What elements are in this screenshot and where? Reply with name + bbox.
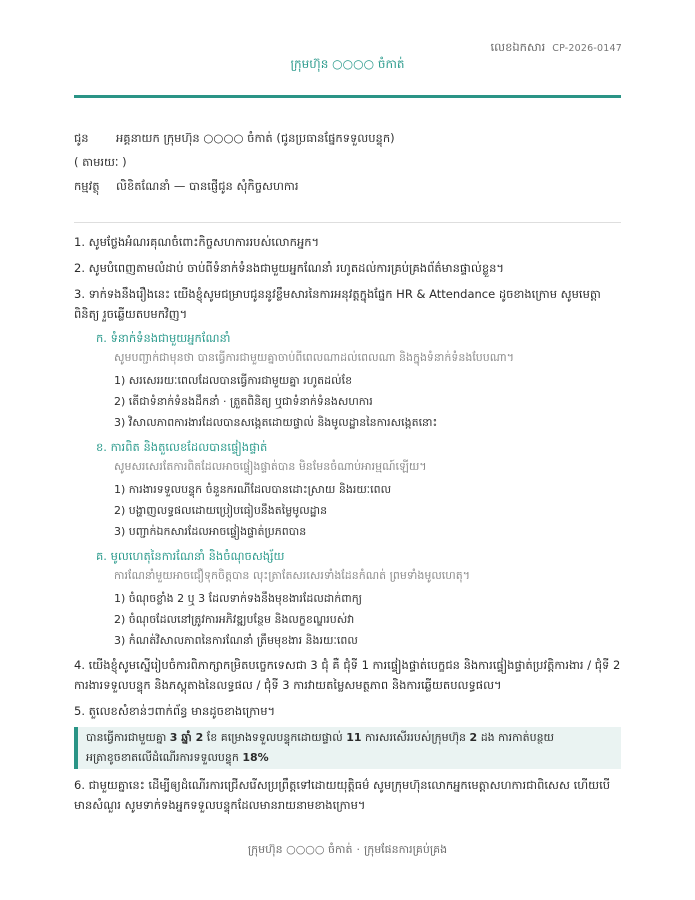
paragraph-1: 1. សូមថ្លែងអំណរគុណចំពោះកិច្ចសហការរបស់លោកអ្នក។: [74, 235, 320, 249]
paragraph-5: 5. តួលេខសំខាន់ៗពាក់ព័ន្ធ មានដូចខាងក្រោម។: [74, 704, 276, 718]
callout-figure: 2: [469, 731, 478, 744]
document-number-label: លេខឯកសារ: [490, 40, 546, 54]
subject-line: [74, 179, 621, 196]
callout-figure: 3 ឆ្នាំ 2: [169, 731, 204, 744]
section-b: [96, 437, 621, 542]
callout-text: ការសរសើររបស់ក្រុមហ៊ុន: [361, 731, 470, 744]
footer-company: ក្រុមហ៊ុន ○○○○ ចំកាត់: [247, 843, 353, 856]
subject-value: លិខិតណែនាំ — បានផ្ញើជូន សុំកិច្ចសហការ: [116, 179, 299, 193]
list-item: 1) ចំណុចខ្លាំង 2 ឬ 3 ដែលទាក់ទងនឹងមុខងារដែលដាក់ពាក្យ: [114, 592, 362, 605]
company-name: ក្រុមហ៊ុន ○○○○ ចំកាត់: [290, 57, 405, 71]
subject-key: កម្មវត្ថុ: [74, 179, 100, 193]
key-figures-callout: [74, 727, 621, 769]
paragraph-3: 3. ទាក់ទងនឹងរឿងនេះ យើងខ្ញុំសូមជម្រាបជូននូវខ្លឹមសារនៃការអនុវត្តក្នុងផ្នែក HR & Attendance ដូចខាងក្រោម សូមមេត្តាពិនិត្យ រួចឆ្លើយតបមកវិញ។: [74, 287, 601, 321]
paragraph-2: 2. សូមបំពេញតាមលំដាប់ ចាប់ពីទំនាក់ទំនងជាមួយអ្នកណែនាំ រហូតដល់ការគ្រប់គ្រងព័ត៌មានផ្ទាល់ខ្លួន។: [74, 261, 504, 275]
section-c: [96, 546, 621, 651]
list-item: 1) ការងារទទួលបន្ទុក ចំនួនករណីដែលបានដោះស្រាយ និងរយៈពេល: [114, 483, 392, 496]
section-title: គ. មូលហេតុនៃការណែនាំ និងចំណុចសង្ស័យ: [96, 549, 285, 563]
list-item: 3) វិសាលភាពការងារដែលបានសង្កេតដោយផ្ទាល់ និងមូលដ្ឋាននៃការសង្កេតនោះ: [114, 416, 438, 429]
recipient-key: ជូន: [74, 131, 89, 145]
page-footer: [0, 843, 695, 859]
via-line: ( តាមរយៈ ): [74, 155, 127, 169]
callout-text: ខែ គម្រោងទទួលបន្ទុកដោយផ្ទាល់: [203, 731, 347, 744]
section-a: [96, 328, 621, 433]
letter-body: [74, 232, 621, 821]
recipient-value: អគ្គនាយក ក្រុមហ៊ុន ○○○○ ចំកាត់ (ជូនប្រធានផ្នែកទទួលបន្ទុក): [116, 131, 395, 145]
recipient-line: [74, 131, 621, 148]
footer-separator: ·: [356, 843, 360, 856]
paragraph-4: 4. យើងខ្ញុំសូមស្នើរៀបចំការពិភាក្សាកម្រិតបច្ចេកទេសជា 3 ជុំ គឺ ជុំទី 1 ការផ្ទៀងផ្ទាត់បេក្ខជន និងការផ្ទៀងផ្ទាត់ប្រវត្តិការងារ / ជុំទី 2 ការងារទទួលបន្ទុក និងភស្តុតាងនៃលទ្ធផល / ជុំទី 3 ការវាយតម្លៃសមត្ថភាព និងការឆ្លើយតបលទ្ធផល។: [74, 658, 621, 692]
list-item: 2) តើជាទំនាក់ទំនងដឹកនាំ · ត្រួតពិនិត្យ ឬជាទំនាក់ទំនងសហការ: [114, 395, 373, 408]
list-item: 1) សរសេររយៈពេលដែលបានធ្វើការជាមួយគ្នា រហូតដល់ខែ: [114, 374, 353, 387]
section-note: សូមសរសេរតែការពិតដែលអាចផ្ទៀងផ្ទាត់បាន មិនមែនចំណាប់អារម្មណ៍ឡើយ។: [114, 460, 427, 473]
callout-text: ដង ការកាត់បន្ថយអត្រាខូចខាតលើដំណើរការទទួលបន្ទុក: [86, 731, 555, 764]
footer-team: ក្រុមផែនការគ្រប់គ្រង: [363, 843, 448, 856]
meta-divider: [74, 222, 621, 223]
header-divider: [74, 95, 621, 98]
list-item: 3) កំណត់វិសាលភាពនៃការណែនាំ ត្រឹមមុខងារ និងរយៈពេល: [114, 634, 358, 647]
paragraph-6: 6. ជាមួយគ្នានេះ ដើម្បីឲ្យដំណើរការជ្រើសរើសប្រព្រឹត្តទៅដោយយុត្តិធម៌ សូមក្រុមហ៊ុនលោកអ្នកមេត្តាសហការជាពិសេស ហើយបើមានសំណួរ សូមទាក់ទងអ្នកទទួលបន្ទុកដែលមានរាយនាមខាងក្រោម។: [74, 778, 611, 812]
section-title: ខ. ការពិត និងតួលេខដែលបានផ្ទៀងផ្ទាត់: [96, 440, 268, 454]
list-item: 2) ចំណុចដែលនៅត្រូវការអភិវឌ្ឍបន្ថែម និងលក្ខខណ្ឌរបស់វា: [114, 613, 355, 626]
section-title: ក. ទំនាក់ទំនងជាមួយអ្នកណែនាំ: [96, 331, 231, 345]
list-item: 3) បញ្ជាក់ឯកសារដែលអាចផ្ទៀងផ្ទាត់ប្រភពបាន: [114, 525, 307, 538]
list-item: 2) បង្ហាញលទ្ធផលដោយប្រៀបធៀបនឹងតម្លៃមូលដ្ឋាន: [114, 504, 328, 517]
section-note: សូមបញ្ជាក់ជាមុនថា បានធ្វើការជាមួយគ្នាចាប់ពីពេលណាដល់ពេលណា និងក្នុងទំនាក់ទំនងបែបណា។: [114, 351, 514, 364]
section-note: ការណែនាំមួយអាចជឿទុកចិត្តបាន លុះត្រាតែសរសេរទាំងដែនកំណត់ ព្រមទាំងមូលហេតុ។: [114, 569, 471, 582]
document-number-value: CP-2026-0147: [552, 43, 622, 54]
section-list: [96, 328, 621, 651]
callout-text: បានធ្វើការជាមួយគ្នា: [86, 731, 170, 744]
callout-figure: 11: [346, 731, 362, 744]
callout-figure: 18%: [242, 751, 269, 764]
document-number: [490, 40, 622, 57]
